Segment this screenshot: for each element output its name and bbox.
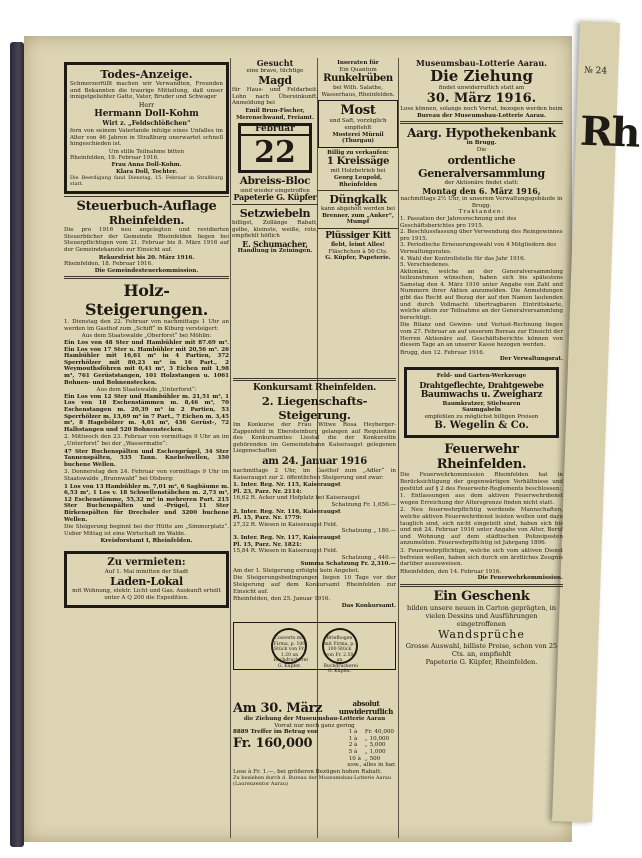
todes-role: Wirt z. „Feldschlößchen“ [102,120,191,128]
kitt-text: Fläschchen à 50 Cts. [328,248,388,255]
konkurs-title: 2. Liegenschafts-Steigerung. [261,394,368,422]
todes-title: Todes-Anzeige. [100,68,193,81]
price-table [347,729,396,762]
kreis-title: 1 Kreissäge [326,156,390,168]
calendar-block [238,123,312,173]
wegelin-l1: Feld- und Garten-Werkzeuge [436,373,527,379]
calendar-month: Februar [241,126,309,136]
wegelin-ad [404,367,559,438]
bank-time: nachmittags 2½ Uhr, in unserem Verwaltungsgebäude in Brugg. [400,196,563,209]
column-rule [230,58,231,838]
lotterie-title: Am 30. März [233,701,323,716]
bank-date: Montag den 6. März 1916, [422,186,541,197]
holz-p3: Ein Los von 48 Ster und Hambühler mit 87.69 m³. Ein Los von 17 Ster u. Hambühler mit 20,56 m³. 26 Hambühler mit 16,61 m³ in 4 Partien, 372 Sperrhölzer mit 80,23 m³ in 16 Part., 2 Weymouthsföhren mit 0,41 m³, 3 Eichen mit 1,98 m³, 761 Gerüststangen, 101 Holzstangen u. 1061 Bohnen- und Bohnenstecken. [64,340,229,386]
lotterie-left [233,729,325,762]
price-value: „ 5,000 [364,742,386,749]
right-page-masthead: Rh [579,107,640,157]
price-count: 10 à [348,755,361,762]
lotterie-vorrat: Vorrat nur noch ganz gering [274,722,355,729]
konkurs-p1: Im Konkurse der Frau Witwe Rosa Heyberger-Zappenfeld in Ebersteinburg gelangen auf Requisition des Konkursamtes Liestal die der Konkursitin gehörenden im Gemeindebann Kaiseraugst gelegenen Liegenschaften [233,422,396,455]
bank-die: Die [476,146,487,153]
konkurs-head: Konkursamt Rheinfelden. [253,383,376,393]
trakt-item: 4. Wahl der Kontrollstelle für das Jahr 1916. [400,255,526,262]
rule [233,378,396,381]
inserat-text: bei Wilh. Salathe, Wasserhaus, Rheinfelden. [321,85,395,98]
inserat-title: Runkelrüben [323,73,393,85]
lotterie-headline [233,700,396,716]
setz-text: billigst, Zollänge Rabatt, gelbe, kleinste, weiße, rote, empfiehlt höflich [232,219,318,240]
gesucht-sub: eine brave, tüchtige [246,67,304,74]
holz-p5: Ein Los von 12 Ster und Hambühler m. 21,51 m³, 1 Los von 18 Eschenstämmen m. 8,46 m³, 70 Eschenstangen m. 20,39 m³ in 2 Partien, 53 Sperrhölzer m. 13,69 m³ in 7 Part., 7 Eichen m. 3,45 m³, 8 Hagebölzer m. 4,01 m³, 436 Gerüst-, 72 Halbstangen und 520 Bohnenstecken. [64,393,229,433]
holz-p7: 47 Ster Buchenspälten und Eschenprügel, 34 Ster Tannenspälten, 535 Tann. Knebelwellen, 350 buchene Wellen. [64,448,229,468]
lot-3-plot: 15,84 R. Wiesen in Kaiseraugst Feld. [233,548,338,555]
couverts-text: Couverts mit Firma, p. 100 Stück von Fr. 1.20 an Buchdruckerei G. Küpfer. [273,636,308,669]
kreis-head: Billig zu verkaufen: [327,149,389,156]
konkurs-date: am 24. Januar 1916 [262,455,367,467]
gesucht-text: für Haus- und Feldarbeit. Lohn nach Übereinkunft. Anmeldung bei [232,87,318,107]
konkurs-p2: nachmittags 2 Uhr, im Gasthof zum „Adler“ in Kaiseraugst zur 2. öffentlichen Steigerung und zwar: [233,467,396,481]
rule [400,121,563,124]
laden-date: Auf 1. Mai inmitten der Stadt [104,568,189,575]
couverts-seal [271,628,308,669]
lot-1-value: Schatzung Fr. 1,650.— [331,501,396,508]
dung-text: kann abgeholt werden bei [320,206,396,213]
konkurs-sig: Das Konkursamt. [341,602,396,609]
laden-lokal-ad [64,551,229,608]
lot1-sig: Bureau der Museumsbau-Lotterie Aarau. [417,112,546,119]
lotterie-body [233,729,396,762]
lotterie-line: die Ziehung der Museumsbau-Lotterie Aarau [243,716,386,722]
bank-sub: in Brugg. [466,140,497,147]
feuer-sig: Die Feuerwehrkommission. [477,575,563,582]
trakt-item: 2. Beschlussfassung über Verwendung des Reingewinnes pro 1915. [400,229,563,242]
bank-traktanden: Traktanden: [458,209,505,216]
gesucht-sig: Emil Brun-Fischer, Merenschwand, Freiamt. [236,107,314,121]
lotterie-subtitle: absolut unwiderruflich [338,699,394,716]
lot-2-desc: Pl. 15, Parz. Nr. 1779: [233,515,302,522]
abreiss-title: Abreiss-Bloc [239,174,311,187]
trakt-item: 3. Periodische Erneuerungswahl von 4 Mitgliedern des Verwaltungsrates. [400,242,557,255]
wegelin-l3: Baumwachs u. Zweigharz [420,389,543,400]
abreiss-shop: Papeterie G. Küpfer [233,192,317,203]
kitt-sub: flebt, leimt Alles! [330,241,386,248]
price-row [347,742,396,749]
todes-herr: Herr [138,101,155,109]
column-2 [232,60,318,385]
holz-p10: Die Steigerung beginnt bei der Hütte am „Simmerplatz“. Ueber Mittag ist eine Wirtschaft im Walde. [64,524,229,537]
lotterie-los: Lose à Fr. 1.—, bei größeren Bezügen hohen Rabatt. [233,768,383,775]
feuer-p4: 3. Feuerwehrpflichtige, welche sich vom aktiven Dienst befreien wollen, haben sich durch ein ärztliches Zeugnis darüber auszuweisen. [400,547,563,568]
holz-p8: 3. Donnerstag den 24. Februar von vormittags 9 Uhr im Staatswalde „Brunnwald“ bei Olsberg: [64,469,229,482]
briefbogen-text: Briefbogen mit Firma, p. 100 Stück von Fr. 2.50 an Buchdruckerei G. Küpfer. [323,636,358,674]
lot-3-value: Schatzung „ 440.— [341,554,396,561]
column-1 [64,60,229,610]
bank-gv: ordentliche Generalversammlung [418,153,545,180]
price-row [347,749,396,756]
calendar-day: 22 [254,134,296,170]
feuer-p1: Die Feuerwehrkommission Rheinfelden hat in Berücksichtigung der gegenwärtigen Verhältnisse und gestützt auf § 2 des Feuerwehr-Reglements beschlossen: [400,472,563,492]
price-value: „ 500 [364,755,381,762]
kreis-text: mit Holzbetrieb bei [330,168,386,175]
steuer-p2: Rekursfrist bis 20. März 1916. [98,254,195,261]
price-count: 2 à [348,742,358,749]
lot-2-number: 2. Inter. Reg. Nr. 116, Kaiseraugst [233,508,341,515]
setz-sig: E. Schumacher, [242,238,308,249]
konkurs-notice [233,376,396,616]
todes-text: Schmerzerfüllt machen wir Verwandten, Freunden und Bekannten die traurige Mitteilung, daß unser innigstgeliebter Gatte, Vater, Bruder und Schwager [70,81,223,101]
price-value: „ 1,000 [364,748,386,755]
todes-anzeige [64,62,229,194]
todes-quiet: Um stille Teilnahme bitten [108,148,185,155]
bank-place: Brugg, den 12. Februar 1916. [400,349,485,356]
gesucht-head: Gesucht [256,58,294,68]
holz-p9: 1 Los von 13 Hambühler m. 7,01 m³, 6 Sagbäume m. 6,53 m³, 1 Los v. 18 Schwellenstäbchen m. 2,73 m³, 12 Eschenstämme, 55,32 m³ in mehreren Part. 215 Ster Buchenspälten und -Prügel, 11 Ster Birkenspälten für Drechsler und 3200 buchene Wellen. [64,483,229,523]
lotterie-bureau: Zu beziehen durch d. Bureau der Museumsbau-Lotterie Aarau (Laurenzentor Aarau) [233,775,392,788]
bank-title: Aarg. Hypothekenbank [407,126,556,141]
lot-3-desc: Pl. 15, Parz. Nr. 1821: [233,541,302,548]
feuer-p3: 2. Neu feuerwehrpflichtig werdende Mannschaften, welche aktiven Feuerwehrdienst leisten wollen und dazu tauglich sind, sich nicht eingeteilt sind, haben sich bis und mit 24. Februar 1916 unter Angabe von Alter, Beruf und Wohnung auf dem städtischen Polizeiposten anzumelden. Feuerwehrpflichtig ist Jahrgang 1896. [400,507,563,547]
right-page-number: № 24 [584,65,608,77]
price-count: 1 à [348,729,358,736]
book-binding [10,42,24,847]
gesucht-word: Magd [258,74,292,88]
most-sig: Mosterei Mürnil (Thurgau) [332,131,384,145]
abreiss-sub: sind wieder eingetroffen [240,187,310,194]
column-3 [318,60,398,370]
geschenk-title: Ein Geschenk [433,588,530,604]
bank-p2: Die Bilanz und Gewinn- und Verlust-Rechnung liegen vom 27. Februar an auf unserem Bureau zur Einsicht der Herren Aktionäre auf. Geschäftsberichte können von diesem Tage an an unserer Kasse bezogen werden. [400,322,563,349]
todes-name: Hermann Doll-Kohm [94,109,199,120]
setz-title: Setzwiebeln [239,206,311,220]
lot-2-plot: 27,32 R. Wiesen in Kaiseraugst Feld. [233,521,338,528]
price-row [347,729,396,736]
konkurs-sum: Summa Schatzung Fr. 2,310.— [300,561,396,568]
most-ad [318,100,398,147]
todes-text2: fern von seinem Vaterlande infolge eines Unfalles im Alter von 46 Jahren in Straßburg unerwartet schnell hingeschieden ist. [70,127,223,148]
lot-1-number: 1. Inter. Reg. Nr. 115, Kaiseraugst [233,482,341,489]
kitt-title: Plüssiger Kitt [325,230,391,241]
bank-p1: Aktionäre, welche an der Generalversammlung teilzunehmen wünschen, haben sich bis spätestens Samstag den 4. März 1916 unter Angabe von Zahl und Nummern ihrer Aktien anzumelden. Die Anmeldungen gibt das Recht auf Bezug der auf den Namen lautenden und durch Vollmacht übertragbaren Eintrittskarte, welche allein zur Teilnahme an der Generalversammlung berechtigt. [400,268,563,321]
lot-2-value: Schatzung „ 180.— [341,528,396,535]
lot1-head: Museumsbau-Lotterie Aarau. [416,58,547,68]
lotterie-treffer: 8889 Treffer im Betrag von [233,729,319,736]
holz-p1: 1. Dienstag den 22. Februar von nachmittags 1 Uhr an werden im Gasthof zum „Schiff“ in Kiburg versteigert: [64,319,229,332]
feuer-p2: 1. Entlassungen aus dem aktiven Feuerwehrdienst wegen Erreichung der Altersgrenze finden nicht statt. [400,493,563,506]
lot1-sub: findet unwiderruflich statt am [438,84,525,91]
column-rule [398,58,399,838]
todes-signer-2: Klara Doll, Tochter. [115,168,178,175]
steuer-p1: Die pro 1916 neu angelegten und revidierten Steuerbücher der Gemeinde Rheinfelden liegen bei Steuerpflichtigen vom 21. Februar bis 8. März 1916 auf der Gemeindekanzlei zur Einsicht auf. [64,227,229,253]
konkurs-p4: Die Steigerungsbedingungen liegen 10 Tage vor der Steigerung auf dem Konkursamt Rheinfelden zur Einsicht auf. [233,575,396,595]
dung-title: Düngkalk [329,193,387,207]
inserat-head: Inseraten für [337,60,379,66]
column-4 [400,60,563,838]
geschenk-sig: Papeterie G. Küpfer, Rheinfelden. [425,657,538,666]
lotterie-ad [233,700,396,838]
bank-sig: Der Verwaltungsrat. [499,356,563,363]
setz-place: Handlung in Zeiningen. [237,248,313,255]
lot-1-desc: Pl. 23, Parz. Nr. 2114: [233,488,302,495]
wegelin-sig: B. Wegelin & Co. [434,420,529,432]
holz-title: Holz-Steigerungen. [85,281,208,320]
price-count: 1 à [348,735,358,742]
rule [318,190,398,191]
holz-p4: Aus dem Staatswalde „Unterforst“: [96,387,197,394]
briefbogen-seal [322,628,358,674]
rule [64,196,229,197]
steuer-sig: Die Gemeindesteuerkommission. [94,267,199,274]
steuer-place: Rheinfelden. [108,214,185,228]
inserat-sub: Ein Quantum [339,66,377,73]
lot1-title: Die Ziehung [430,66,533,85]
trakt-item: 1. Passation der Jahresrechnung und des Geschäftsberichtes pro 1915. [400,215,517,229]
rule [318,228,398,229]
price-value: Fr. 40,000 [364,729,394,736]
rule [400,584,563,587]
rule [64,276,229,279]
wegelin-l2: Drahtgeflechte, Drahtgewebe [419,379,544,390]
steuer-p3: Rheinfelden, 18. Februar 1916. [64,261,153,268]
wegelin-l6: empfehlen zu möglichst billigen Preisen [424,413,539,420]
todes-signer-1: Frau Anna Doll-Kohm. [111,161,182,168]
most-title: Most [340,103,376,119]
envelope-ads-frame [233,622,396,674]
envelope-ads [233,620,396,696]
dung-sig: Brenner, zum „Anker“, Mumpf [322,212,394,226]
kitt-sig: G. Küpfer, Papeterie. [325,255,391,262]
most-text: und Saft, vorzüglich empfiehlt [329,118,387,131]
lot-1-plot: 16,62 R. Acker und Hofplatz bei Kaiseraugst [233,495,360,502]
laden-name: Laden-Lokal [110,575,183,589]
geschenk-p1: bilden unsere neuen in Carton geprägten, in vielen Dessins und Ausführungen eingetroffenen [406,603,556,628]
laden-text: mit Wohnung, elektr. Licht und Gas. Auskunft erteilt unter A Q 200 die Expedition. [72,588,221,602]
feuer-place: Rheinfelden, den 14. Februar 1916. [400,568,502,575]
price-count: 5 à [348,748,358,755]
lot1-date: 30. März 1916. [426,91,537,107]
kreis-sig: Georg Leupold, Rheinfelden [333,174,383,188]
laden-top: Zu vermieten: [107,556,186,568]
holz-p6: 2. Mittwoch den 23. Februar von vormittags 9 Uhr an im „Unterforst“ bei der „Wassermatte“: [64,434,229,447]
todes-burial: Die Beerdigung fand Dienstag, 15. Februar in Straßburg statt. [70,175,223,188]
geschenk-p2: Grosse Auswahl, billiste Preise, schon von 25 Cts. an, empfiehlt [405,641,558,658]
lot-3-number: 3. Inter. Reg. Nr. 117, Kaiseraugst [233,534,341,541]
bank-aktionaere: der Aktionäre findet statt: [444,179,519,186]
holz-p2: Aus dem Staatswalde „Oberforst“ bei Möhlin: [81,333,212,340]
lotterie-more: usw., alles in bar. [347,762,396,769]
steuer-title: Steuerbuch-Auflage [76,199,217,215]
lotterie-amount: Fr. 160,000 [233,735,313,751]
rule [232,204,318,205]
price-value: „ 10,000 [364,735,390,742]
holz-sig: Kreisforstamt I, Rheinfelden. [100,538,193,545]
todes-place: Rheinfelden, 19. Februar 1916. [70,155,159,162]
konkurs-p3: Am der 1. Steigerung erfolgte kein Angebot. [233,567,360,574]
feuer-title: Feuerwehr Rheinfelden. [436,442,527,473]
lot1-text: Lose können, solange noch Vorrat, bezogen werden beim [400,106,563,113]
geschenk-word: Wandsprüche [438,627,525,641]
trakt-item: 5. Verschiedenes. [400,262,450,269]
konkurs-place: Rheinfelden, den 25. Januar 1916. [233,596,331,603]
wegelin-l4: Baumkratzer, Stielwaren [442,400,521,407]
price-row [347,756,396,763]
wegelin-l5: Saumgabeln [462,407,501,414]
